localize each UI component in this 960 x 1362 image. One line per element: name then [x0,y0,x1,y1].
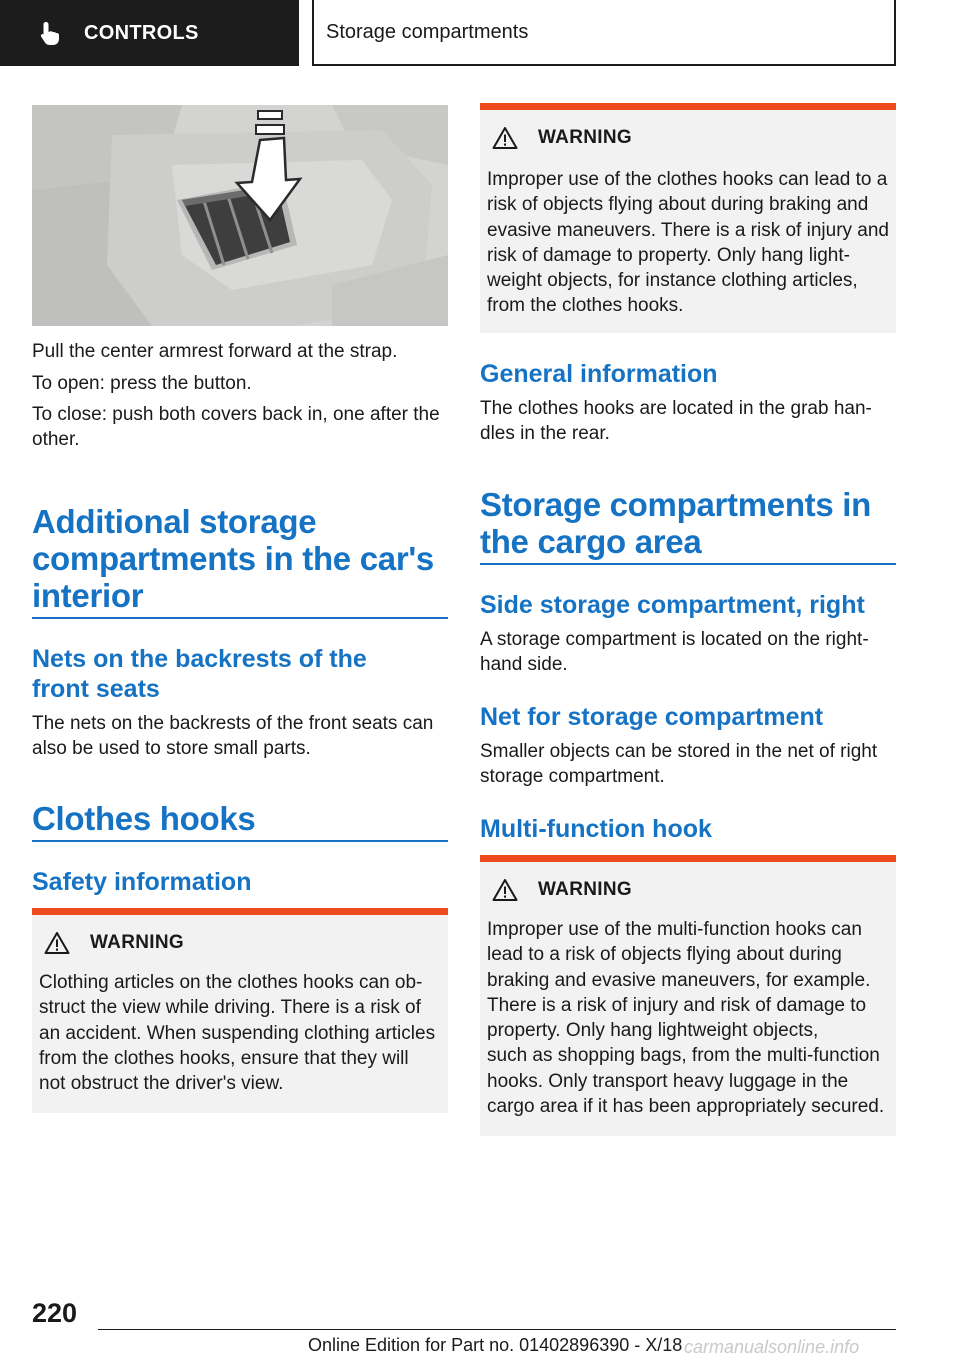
armrest-step-close-line1: To close: push both covers back in, one after the [32,404,440,425]
footer-rule [98,1329,896,1330]
page-title: Storage compartments [326,20,529,43]
warning-line: Clothing articles on the clothes hooks can ob‐ [39,972,423,993]
heading-nets-line2: front seats [32,675,160,703]
watermark: carmanualsonline.info [684,1337,860,1357]
warning-box-clothing [32,908,448,1113]
warning-box-clothes-hooks [480,103,896,333]
warning-header [492,878,632,902]
warning-line: Improper use of the multi-function hooks can [487,919,862,940]
heading-multi-function-hook: Multi-function hook [480,815,712,843]
heading-rule [32,617,448,619]
warning-box-multi-function [480,855,896,1136]
armrest-drawing [32,105,448,326]
warning-line: weight objects, for instance clothing articles, [487,270,858,292]
pointing-hand-icon [38,20,64,46]
header-title-box [312,0,896,66]
net-text-line1: Smaller objects can be stored in the net of right [480,741,878,762]
warning-line: such as shopping bags, from the multi-function [487,1045,880,1067]
heading-rule [32,840,448,842]
warning-label: WARNING [538,879,632,900]
warning-triangle-icon [492,878,518,902]
heading-general-information: General information [480,360,718,388]
heading-clothes-hooks: Clothes hooks [32,800,256,837]
heading-additional-storage-line1: Additional storage [32,503,317,540]
heading-nets-line1: Nets on the backrests of the [32,645,367,673]
warning-line: risk of damage to property. Only hang light‐ [487,244,850,266]
warning-line: risk of objects flying about during braking and [487,194,869,216]
heading-rule [480,563,896,565]
warning-line: Improper use of the clothes hooks can lead to a [487,169,888,190]
warning-triangle-icon [44,931,70,955]
net-text-line2: storage compartment. [480,766,665,787]
page-number: 220 [32,1298,78,1328]
general-text-line2: dles in the rear. [480,423,610,444]
warning-line: There is a risk of injury and risk of damage to [487,994,867,1016]
warning-line: evasive maneuvers. There is a risk of injury and [487,219,889,241]
warning-line: hooks. Only transport heavy luggage in the [487,1070,849,1092]
warning-label: WARNING [90,932,184,953]
section-label: CONTROLS [84,21,199,44]
warning-line: property. Only hang lightweight objects, [487,1020,819,1042]
heading-net-storage: Net for storage compartment [480,703,824,731]
warning-label: WARNING [538,127,632,148]
warning-line: struct the view while driving. There is a risk of [39,997,421,1019]
warning-line: not obstruct the driver's view. [39,1073,284,1095]
general-text-line1: The clothes hooks are located in the grab han‐ [480,398,872,419]
armrest-step-strap: Pull the center armrest forward at the strap. [32,341,398,362]
heading-safety-information: Safety information [32,868,252,896]
warning-line: braking and evasive maneuvers, for example. [487,969,871,991]
nets-text-line1: The nets on the backrests of the front seats can [32,713,434,734]
armrest-step-open: To open: press the button. [32,373,252,394]
nets-text-line2: also be used to store small parts. [32,738,311,759]
footer-edition: Online Edition for Part no. 01402896390 - X/18 [308,1335,683,1355]
warning-line: cargo area if it has been appropriately secured. [487,1096,885,1118]
side-text-line1: A storage compartment is located on the right- [480,629,869,650]
heading-cargo-area-line2: the cargo area [480,523,702,560]
warning-line: lead to a risk of objects flying about during [487,944,842,966]
heading-additional-storage-line3: interior [32,577,144,614]
heading-cargo-area-line1: Storage compartments in [480,486,872,523]
armrest-step-close-line2: other. [32,429,80,450]
warning-text [487,917,890,1119]
warning-line: from the clothes hooks, ensure that they will [39,1047,409,1069]
warning-header [44,931,184,955]
heading-additional-storage-line2: compartments in the car's [32,540,434,577]
warning-text [487,167,890,319]
warning-text [39,970,442,1096]
heading-side-storage: Side storage compartment, right [480,591,865,619]
warning-line: an accident. When suspending clothing articles [39,1022,436,1044]
warning-line: from the clothes hooks. [487,295,684,317]
armrest-illustration [32,105,448,326]
warning-triangle-icon [492,126,518,150]
warning-header [492,126,632,150]
header-section-tab [0,0,299,66]
side-text-line2: hand side. [480,654,568,675]
